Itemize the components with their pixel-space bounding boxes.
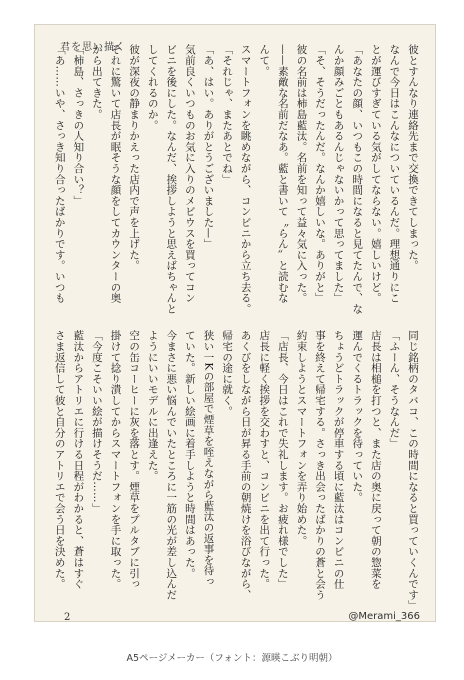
text-line: 今まさに悪い悩んでいたところに一筋の光が差し込んだ bbox=[165, 330, 178, 600]
text-line: 彼とすんなり連絡先まで交換できてしまった。 bbox=[407, 44, 419, 271]
text-line: スマートフォンを眺めながら、コンビニから立ち去る。 bbox=[239, 44, 252, 314]
text-line: ——素敵な名前だなあ。藍と書いて〝らん〟と読むな bbox=[276, 44, 289, 304]
text-line: 「あ、はい。ありがとうございました—」 bbox=[202, 44, 215, 250]
text-line: ビニを後にした。なんだ、挨拶しようと思えばちゃんと bbox=[165, 44, 178, 314]
text-line: ようにいいモデルに出逢えた。 bbox=[146, 330, 159, 482]
text-line: んて。 bbox=[258, 44, 271, 77]
text-line: なんで今日はこんなについているんだ。理想通りにこ bbox=[388, 44, 401, 304]
text-line: んか顔みごともあるんじゃないかって思ってました」 bbox=[332, 44, 345, 304]
page-number: 2 bbox=[64, 612, 71, 623]
text-line: 「店長、今日はこれで失礼します。お疲れ様でした」 bbox=[276, 330, 289, 590]
text-line: 「それじゃ、またあとでね」 bbox=[221, 44, 234, 185]
text-line: それに驚いて店長が眠そうな顔をしてカウンターの奥 bbox=[109, 44, 122, 304]
text-line: 帰宅の途に就く。 bbox=[221, 330, 234, 417]
running-title: 君を思い描く bbox=[60, 42, 126, 53]
text-line: 「柿島、さっきの人知り合い？」 bbox=[72, 44, 85, 206]
text-line: 「あなたの顔、いつもこの時間になると見てたんで、な bbox=[351, 44, 364, 314]
text-line: 店長に軽く挨拶を交わすと、コンビニを出て行った。 bbox=[258, 330, 271, 590]
text-block-lower bbox=[50, 330, 422, 611]
text-line: 気前良くいつものお気に入りのメビウスを買ってコン bbox=[183, 44, 196, 304]
text-block-upper bbox=[50, 44, 422, 314]
text-line: 「今度こそいい絵が描けそうだ……」 bbox=[90, 330, 103, 514]
text-line: から出てきた。 bbox=[90, 44, 103, 120]
text-line: あくびをしながら日が昇る手前の朝焼けを浴びながら、 bbox=[239, 330, 252, 600]
text-line: 事を終えて帰宅する。さっき出会ったばかりの蒼と会う bbox=[314, 330, 327, 600]
text-line: 狭い一Kの部屋で煙草を咥えながら藍汰の返事を待っ bbox=[202, 330, 215, 587]
text-line: とが運びすぎている気がしてならない。嬉しいけど。 bbox=[369, 44, 382, 304]
text-line: 店長は相槌を打つと、また店の奥に戻って朝の惣菜を bbox=[369, 330, 382, 590]
text-line: 同じ銘柄のタバコ、この時間になると買っていくんです」 bbox=[407, 330, 419, 611]
text-line: 彼の名前は柿島藍汰。名前を知って益々気に入った。 bbox=[295, 44, 308, 304]
text-line: 運んでくるトラックを待っていた。 bbox=[351, 330, 364, 503]
text-line: 「そ、そうだったんだ。なんか嬉しいな。ありがと」 bbox=[314, 44, 327, 304]
text-line: ちょうどトラックが停車する頃に藍汰はコンビニの仕 bbox=[332, 330, 345, 590]
text-line: 空の缶コーヒーに灰を落とす。煙草をプルタブに引っ bbox=[128, 330, 141, 590]
text-line: してくれるのか。 bbox=[146, 44, 159, 131]
text-line: 彼が深夜の静まりかえった店内で声を上げた。 bbox=[128, 44, 141, 271]
text-line: ていた。新しい絵画に着手しようと時間はあった。 bbox=[183, 330, 196, 579]
text-line: 藍汰からアトリエに行ける日程がわかると、蒼はすぐ bbox=[72, 330, 85, 590]
text-line: 約束しようとスマートフォンを弄り始めた。 bbox=[295, 330, 308, 546]
text-line: 「あ……いや、さっき知り合ったばかりです。いつも bbox=[53, 44, 66, 304]
author-handle: @Merami_366 bbox=[348, 611, 420, 622]
footer-caption: A5ページメーカー（フォント：源暎こぶり明朝） bbox=[126, 653, 338, 664]
text-line: 掛けて捻り潰してからスマートフォンを手に取った。 bbox=[109, 330, 122, 590]
text-line: さま返信して彼と自分のアトリエで会う日を決めた。 bbox=[53, 330, 66, 590]
text-line: 「ふーん、そうなんだ」 bbox=[388, 330, 401, 449]
